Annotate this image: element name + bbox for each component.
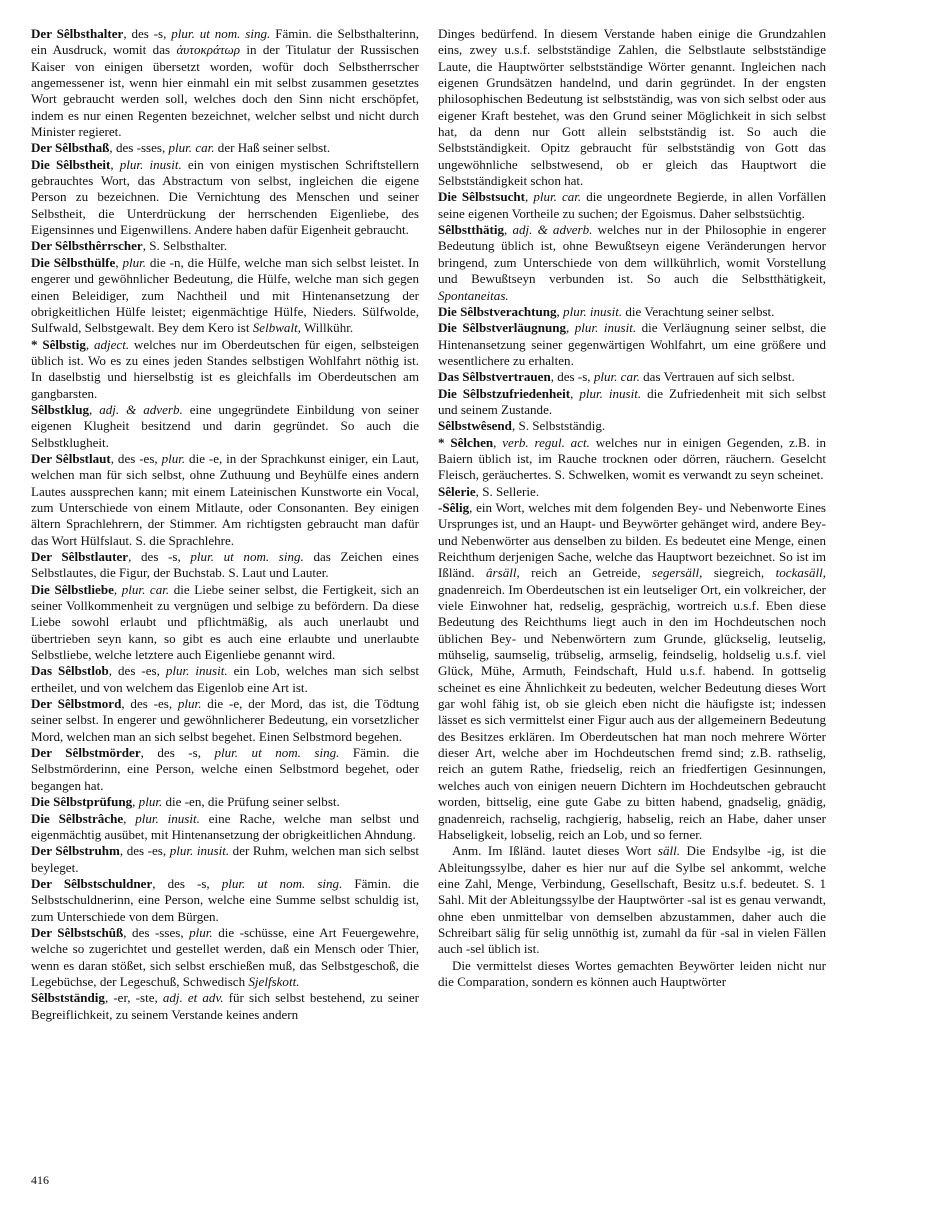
entry-text: , (113, 581, 122, 597)
entry-headword: Sêlbstklug (31, 401, 90, 417)
entry-text: welches nur in der Philosophie in engerer Bedeutung üblich ist, ohne Bewußtseyn eigene Veränderungen hervor bringend, zum Unterschiede von dem willkührlich, womit Vorstellung und Bewußtseyn verbunden ist. So auch die Selbstthätigkeit, (438, 222, 826, 287)
entry-italic: Spontaneitas. (438, 287, 509, 303)
entry-text: , (556, 303, 564, 319)
dictionary-entry (31, 157, 419, 239)
entry-italic: plur. car. (593, 369, 640, 385)
entry-text: , des -s, (550, 369, 594, 385)
entry-text: die Verachtung seiner selbst. (622, 303, 775, 319)
entry-italic: plur. ut nom. sing. (171, 26, 271, 41)
entry-headword: Der Sêlbstruhm (31, 843, 120, 859)
entry-text: , des -sses, (109, 140, 169, 156)
entry-italic: adj. et adv. (162, 990, 224, 1006)
entry-text: , (85, 336, 94, 352)
entry-text: , (525, 189, 534, 205)
entry-text: Dinges bedürfend. In diesem Verstande haben einige die Grundzahlen eins, zwey u.s.f. selbstständige Zahlen, die Selbstlaute selbstständige Laute, die Hauptwörter selbstständige Wörter genannt. Ingleichen nach eigenen Grundsätzen handelnd, und darin gegründet. In der engsten philosophischen Bedeutung ist selbstständig, was von sich selbst oder aus eigener Kraft bestehet, was den Grund seiner Möglichkeit in sich selbst hat, da denn nur Gott allein selbstständig ist. So auch die Selbstständigkeit. Opitz gebraucht für selbstständig von Gott das ungewöhnliche selbstwesend, ob er gleich das Hauptwort die Selbstständigkeit schon hat. (438, 26, 826, 189)
right-column (438, 26, 826, 990)
entry-italic: plur. inusit. (563, 303, 623, 319)
entry-headword: Die Sêlbsthülfe (31, 254, 116, 270)
dictionary-entry (31, 255, 419, 337)
entry-italic: ârsäll, (486, 565, 520, 581)
dictionary-entry (438, 435, 826, 484)
dictionary-entry (438, 189, 826, 222)
entry-italic: Selbwalt, (252, 320, 301, 336)
entry-text: , (503, 222, 513, 238)
dictionary-entry (438, 418, 826, 434)
entry-headword: Die Sêlbstprüfung (31, 794, 133, 810)
entry-text: , -er, -ste, (104, 990, 163, 1006)
entry-text: in der Titulatur der Russischen Kaiser von einigen übersetzt worden, wofür doch Selbstherrscher angemessener ist, wenn hier einmahl ein mit selbst zusammen gesetztes Wort gebraucht werden soll, welches doch den Sinn nicht erschöpfet, indem es nur einen Regenten bezeichnet, welcher selbst und nicht durch Minister regieret. (31, 42, 419, 140)
entry-italic: adj. & adverb. (99, 401, 183, 417)
entry-italic: plur. inusit. (574, 320, 637, 336)
entry-headword: Der Sêlbstschûß (31, 924, 124, 940)
entry-italic: plur. (189, 924, 213, 940)
entry-text: für sich selbst bestehend, zu seiner Begreiflichkeit, zu seinem Verstande keines andern (31, 990, 419, 1022)
entry-italic: plur. ut nom. sing. (221, 875, 343, 891)
entry-text: , des -s, (152, 875, 222, 891)
entry-headword: Die Sêlbstzufriedenheit (438, 385, 571, 401)
entry-text: , des -es, (119, 843, 170, 859)
entry-headword: Der Sêlbstmord (31, 696, 122, 712)
entry-text: die ungeordnete Begierde, in allen Vorfällen seine eigenen Vortheile zu suchen; der Egoismus. Daher selbstsüchtig. (438, 189, 826, 221)
entry-headword: -Sêlig (438, 499, 470, 515)
entry-text: das Zeichen eines Selbstlautes, die Figur, der Buchstab. S. Laut und Lauter. (31, 549, 419, 581)
dictionary-entry (438, 484, 826, 500)
entry-headword: Sêlbstthätig (438, 222, 504, 238)
entry-text: gnadenreich. Im Oberdeutschen ist ein leutseliger Ort, ein volkreicher, der viele Einwohner hat, redselig, gesprächig, wortreich u.s.f. Eben diese Bedeutung des Reichthums liegt auch in den im Hochdeutschen noch üblichen Bey- und Nebenwörtern zum Grunde, glückselig, leutselig, mühselig, saumselig, trübselig, armselig, feindselig, holdselig u.s.f. viel Glück, Mühe, Armuth, Feindschaft, Huld u.s.f. habend. In gottselig scheinet es eine Ähnlichkeit zu bedeuten, welcher Bedeutung dieses Wort gar wohl fähig ist, ob sie gleich eben nicht die häufigste ist; indessen lässet es sich vermittelst einer Figur auch aus der allgemeinern Bedeutung des Besitzes erklären. Im Oberdeutschen hat man noch mehrere Wörter dieser Art, welche aber im Hochdeutschen fremd sind; z.B. rathselig, reich an gutem Rathe, friedselig, reich an friedfertigen Gesinnungen, welches auch von einigen neuern Dichtern im Hochdeutschen gebraucht worden, bittselig, eine gute Gabe zu bitten habend, gnadselig, gnädig, gnadenreich, rachselig, rachgierig, habselig, reich an Habe, daher unser Habseligkeit, lobselig, reich an Lob, und so ferner. (438, 581, 826, 842)
entry-text: die -e, der Mord, das ist, die Tödtung seiner selbst. In engerer und gewöhnlicherer Bedeutung, ein vorsetzlicher Mord, welchen man an sich selbst begehet. Einen Selbstmord begehen. (31, 696, 419, 744)
dictionary-entry (31, 876, 419, 925)
entry-italic: adject. (93, 336, 130, 352)
entry-headword: Der Sêlbsthaß (31, 140, 110, 156)
dictionary-entry (438, 500, 826, 843)
dictionary-entry (31, 582, 419, 664)
entry-text: die -schüsse, eine Art Feuergewehre, welche so zugerichtet und gestellet werden, daß ein Mensch oder Thier, wenn es daran stößet, sich selbst erschießen muß, das Selbstgeschoß, die Legebüchse, der Legeschuß, Schwedisch (31, 924, 419, 989)
entry-headword: Das Sêlbstvertrauen (438, 369, 551, 385)
entry-text: , S. Sellerie. (475, 483, 540, 499)
dictionary-entry (31, 451, 419, 549)
dictionary-entry (438, 304, 826, 320)
entry-text: ein von einigen mystischen Schriftstellern gebrauchtes Wort, das Abstractum von selbst, ingleichen die eigene Person zu bezeichnen. Die Vernichtung des Menschen und seiner Selbstheit, die Unterdrückung der herrschenden Eigenliebe, des Eigensinnes und Eigenwillens. Andere haben dafür Eigenheit gebraucht. (31, 156, 419, 238)
entry-text: das Vertrauen auf sich selbst. (639, 369, 795, 385)
entry-italic: plur. ut nom. sing. (214, 745, 340, 761)
entry-headword: Die Sêlbstheit (31, 156, 111, 172)
entry-text: Fämin. die Selbsthalterinn, ein Ausdruck, womit das (31, 26, 419, 58)
entry-text: der Ruhm, welchen man sich selbst beyleget. (31, 843, 419, 875)
entry-headword: Der Sêlbstlaut (31, 450, 111, 466)
entry-text: die -n, die Hülfe, welche man sich selbst leistet. In engerer und gewöhnlicher Bedeutung, die Hülfe, welche man sich gegen einen Beleidiger, zum Nachtheil und mit Hintenansetzung der obrigkeitlichen Hülfe leistet; eigenmächtige Hülfe, Nieders. Sülfwolde, Sulfwald, Selbstgewalt. Bey dem Kero ist (31, 254, 419, 336)
entry-headword: Der Sêlbstmörder (31, 745, 141, 761)
dictionary-entry (31, 794, 419, 810)
entry-headword: Die Sêlbstrâche (31, 810, 124, 826)
entry-headword: Die Sêlbstliebe (31, 581, 114, 597)
entry-text: , des -s, (123, 26, 172, 41)
entry-headword: Sêlerie (438, 483, 476, 499)
dictionary-entry (31, 843, 419, 876)
entry-text: , (115, 254, 123, 270)
entry-text: Die vermittelst dieses Wortes gemachten Beywörter leiden nicht nur die Comparation, sondern es können auch Hauptwörter (438, 957, 826, 989)
entry-italic: plur. (122, 254, 147, 270)
dictionary-entry (31, 745, 419, 794)
entry-text: die Zufriedenheit mit sich selbst und seinem Zustande. (438, 385, 826, 417)
entry-headword: Sêlbstständig (31, 990, 105, 1006)
entry-text: , (132, 794, 139, 810)
entry-italic: Sjelfskott. (248, 973, 300, 989)
entry-text: , des -s, (128, 549, 191, 564)
dictionary-entry (438, 320, 826, 369)
entry-italic: plur. inusit. (579, 385, 642, 401)
entry-text: eine Rache, welche man selbst und eigenmächtig ausübet, mit Hintenansetzung der obrigkeitlichen Ahndung. (31, 810, 420, 842)
entry-italic: plur. car. (121, 581, 170, 597)
entry-headword: Der Sêlbsthalter (31, 26, 124, 41)
entry-text: , ein Wort, welches mit dem folgenden Bey- und Nebenworte Eines Ursprunges ist, und an Haupt- und Beywörter gehänget wird, andere Bey- und Nebenwörter aus denselben zu bilden. Es bedeutet eine Menge, einen Reichthum derjenigen Sache, welche das Hauptwort bezeichnet. So ist im Ißländ. (438, 499, 826, 581)
entry-headword: Der Sêlbstlauter (31, 549, 129, 564)
entry-text: Fämin. die Selbstmörderinn, eine Person, welche einen Selbstmord begehet, oder begangen hat. (31, 745, 419, 793)
entry-text: , (566, 320, 575, 336)
entry-text: , des -s, (140, 745, 215, 761)
entry-headword: Die Sêlbstverachtung (438, 303, 557, 319)
dictionary-entry (31, 811, 419, 844)
entry-text: , S. Selbstständig. (511, 418, 606, 434)
entry-text: welches nur in einigen Gegenden, z.B. in Baiern üblich ist, im Rauche trocknen oder dörren, räuchern. Geselcht Fleisch, geräuchertes. S. Schwelken, womit es verwandt zu seyn scheinet. (438, 434, 826, 483)
entry-text: , (570, 385, 580, 401)
entry-text: eine ungegründete Einbildung von seiner eigenen Klugheit besitzend und darin gegründet. So auch die Selbstklugheit. (31, 401, 419, 450)
entry-headword: * Sêlchen (438, 434, 494, 450)
dictionary-entry (438, 26, 826, 189)
entry-text: , (110, 156, 120, 172)
entry-text: Fämin. die Selbstschuldnerinn, eine Person, welche eine Summe selbst schuldig ist, zum Unterschiede von dem Bürgen. (31, 875, 419, 924)
entry-italic: plur. car. (168, 140, 215, 156)
dictionary-entry (31, 990, 419, 1023)
entry-italic: plur. car. (533, 189, 582, 205)
entry-text: welches nur im Oberdeutschen für eigen, selbsteigen üblich ist. Wo es zu eines jeden Standes selbstigen Wohlfahrt nöthig ist. In daselbstig und hierselbstig ist es gleichfalls im Oberdeutschen am gangbarsten. (31, 336, 419, 401)
entry-headword: Das Sêlbstlob (31, 663, 109, 679)
entry-italic: plur. inusit. (169, 843, 230, 859)
entry-text: siegreich, (702, 565, 776, 581)
entry-text: Die Endsylbe -ig, ist die Ableitungssylbe, daher es hier nur auf die Sylbe sel ankommt, welche eine Zahl, Menge, Verbindung, Gesellschaft, Besitz u.s.f. bedeutet. S. 1 Sahl. Mit der Ableitungssylbe der Hauptwörter -sal ist es genau verwandt, ohne eben unmittelbar von demselben abzustammen, daher auch die Schreibart sälig für selig unnöthig ist, zumahl da für -sal in vielen Fällen auch -sel üblich ist. (438, 843, 826, 957)
entry-text: , des -es, (108, 663, 166, 679)
entry-italic: tockasäll, (775, 565, 826, 581)
entry-text: ein Lob, welches man sich selbst ertheilet, und von welchem das Eigenlob eine Art ist. (31, 663, 419, 695)
dictionary-entry (31, 238, 419, 254)
entry-italic: segersäll, (652, 565, 703, 581)
entry-text: Anm. Im Ißländ. lautet dieses Wort (452, 843, 658, 859)
entry-headword: Die Sêlbstsucht (438, 189, 525, 205)
entry-italic: plur. inusit. (165, 663, 228, 679)
entry-text: die -e, in der Sprachkunst einiger, ein Laut, welchen man für sich selbst, ohne Zuthuung und Beyhülfe eines andern Lautes aussprechen kann; mit einem Lateinischen Kunstworte ein Vocal, zum Unterschiede von einem Mitlaute, oder Consonanten. Bey einigen ältern Sprachlehrern, der Stimmer. Am richtigsten gebraucht man dafür das Wort Hülfslaut. S. die Sprachlehre. (31, 450, 419, 548)
dictionary-entry (438, 369, 826, 385)
entry-italic: adj. & adverb. (512, 222, 593, 238)
entry-text: die Liebe seiner selbst, die Fertigkeit, sich an seiner Vollkommenheit zu vergnügen und selbige zu befördern. Da diese Liebe sowohl erlaubt und pflichtmäßig, als auch unerlaubt und übertrieben seyn kann, so gibt es auch eine erlaubte und unerlaubte Selbstliebe, welche letztere auch Eigenliebe genannt wird. (31, 581, 419, 663)
entry-text: , (493, 434, 503, 450)
entry-headword: Der Sêlbstschuldner (31, 875, 153, 891)
entry-text: , (89, 401, 100, 417)
entry-text: , S. Selbsthalter. (142, 238, 228, 254)
entry-headword: Sêlbstwêsend (438, 418, 512, 434)
dictionary-entry (31, 549, 419, 582)
dictionary-entry (31, 402, 419, 451)
dictionary-entry (31, 663, 419, 696)
page-number: 416 (31, 1173, 49, 1187)
entry-italic: plur. ut nom. sing. (190, 549, 304, 564)
dictionary-entry (31, 337, 419, 402)
entry-headword: * Sêlbstig (31, 336, 86, 352)
entry-text: reich an Getreide, (519, 565, 653, 581)
dictionary-entry (438, 222, 826, 304)
entry-text: die -en, die Prüfung seiner selbst. (162, 794, 340, 810)
entry-italic: plur. (177, 696, 202, 712)
dictionary-entry (438, 958, 826, 991)
dictionary-entry (31, 925, 419, 990)
entry-italic: verb. regul. act. (502, 434, 590, 450)
entry-italic: plur. (138, 794, 163, 810)
entry-italic: plur. inusit. (135, 810, 200, 826)
entry-text: die Verläugnung seiner selbst, die Hintenansetzung seiner gegenwärtigen Wohlfahrt, um eine größere und wesentlichere zu erhalten. (438, 320, 827, 368)
entry-italic: plur. (161, 450, 186, 466)
dictionary-entry (31, 26, 419, 140)
entry-italic: ἀυτοκράτωρ (176, 42, 240, 58)
entry-italic: plur. inusit. (119, 156, 182, 172)
entry-headword: Die Sêlbstverläugnung (438, 320, 567, 336)
dictionary-entry (438, 843, 826, 957)
entry-text: , des -sses, (123, 924, 190, 940)
left-column (31, 26, 419, 1023)
dictionary-entry (438, 386, 826, 419)
entry-headword: Der Sêlbsthêrrscher (31, 238, 143, 254)
entry-text: , (123, 810, 136, 826)
entry-italic: säll. (657, 843, 681, 859)
entry-text: der Haß seiner selbst. (214, 140, 331, 156)
entry-text: , des -es, (121, 696, 178, 712)
dictionary-entry (31, 696, 419, 745)
entry-text: , des -es, (110, 450, 162, 466)
entry-text: Willkühr. (300, 320, 354, 336)
dictionary-entry (31, 140, 419, 156)
